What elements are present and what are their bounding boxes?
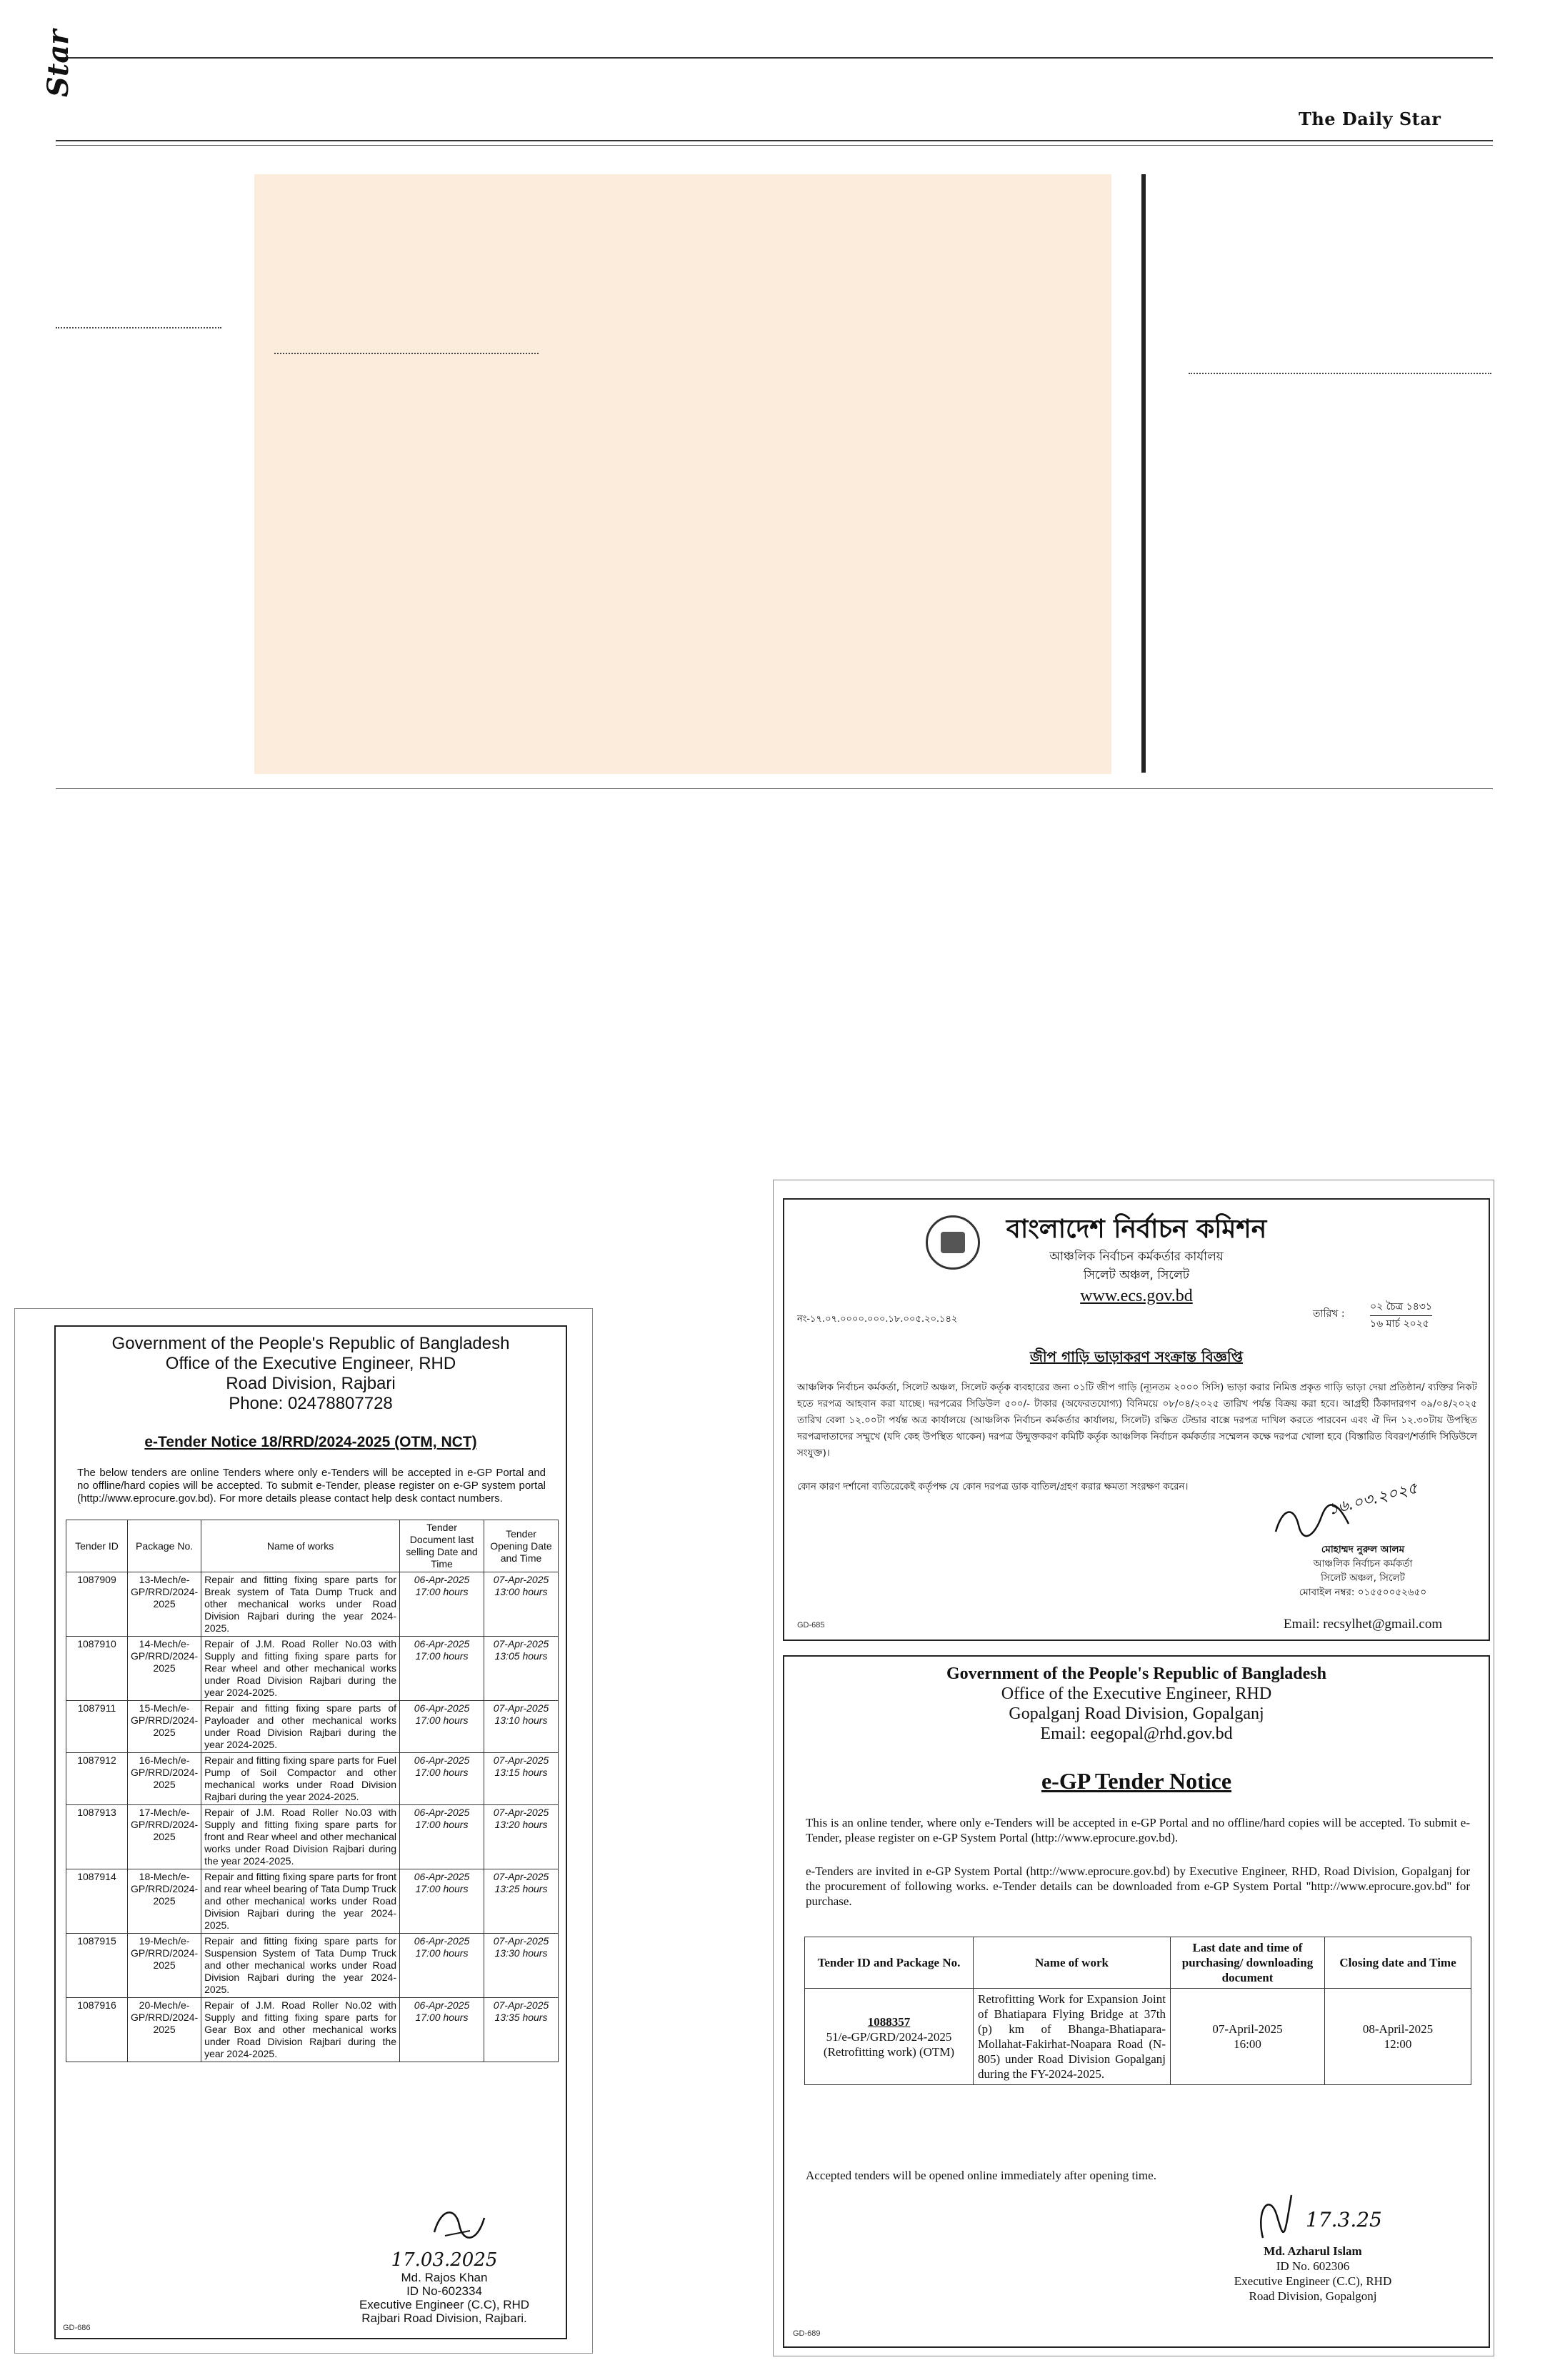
table-row (66, 1753, 559, 1805)
package-cell: 17-Mech/e-GP/RRD/2024-2025 (128, 1805, 201, 1869)
election-signature-date: ১৬.০৩.২০২৫ (1326, 1479, 1420, 1520)
rajbari-signature-block (351, 2249, 537, 2325)
election-signer-email: Email: recsylhet@gmail.com (1283, 1617, 1443, 1632)
work-cell: Repair and fitting fixing spare parts for front and rear wheel bearing of Tata Dump Truck and other mechanical works under Road Division Rajbari during the year 2024-2025. (201, 1869, 400, 1934)
gopalganj-notice-title: e-GP Tender Notice (1041, 1768, 1232, 1794)
opening-date-cell: 07-Apr-2025 13:00 hours (484, 1572, 559, 1637)
election-location-line: সিলেট অঞ্চল, সিলেট (1083, 1268, 1190, 1282)
rajbari-tender-ad (54, 1325, 567, 2339)
rajbari-ad-code: GD-686 (63, 2324, 91, 2332)
gopalganj-last-time: 16:00 (1234, 2037, 1261, 2051)
col-closing-date: Closing date and Time (1325, 1937, 1471, 1989)
gopalganj-tender-table (804, 1937, 1471, 2085)
peach-divider (274, 353, 539, 354)
rajbari-header-line-1: Government of the People's Republic of Bangladesh (111, 1334, 510, 1353)
rajbari-signature-scribble (427, 2204, 491, 2246)
tender-id-cell: 1087916 (66, 1998, 128, 2062)
tender-id-cell: 1087910 (66, 1637, 128, 1701)
package-cell: 13-Mech/e-GP/RRD/2024-2025 (128, 1572, 201, 1637)
gopalganj-signature-date: 17.3.25 (1306, 2208, 1382, 2231)
table-row (805, 1989, 1471, 2085)
right-column-divider (1189, 373, 1491, 374)
gopalganj-signer-office: Road Division, Gopalgonj (1249, 2289, 1377, 2303)
selling-date-cell: 06-Apr-2025 17:00 hours (400, 1701, 484, 1753)
selling-date-cell: 06-Apr-2025 17:00 hours (400, 1998, 484, 2062)
package-cell: 16-Mech/e-GP/RRD/2024-2025 (128, 1753, 201, 1805)
tender-id-cell: 1087915 (66, 1934, 128, 1998)
left-column-divider (56, 327, 221, 328)
star-logo: Star (41, 29, 75, 97)
gopalganj-closing-date: 08-April-2025 (1362, 2022, 1434, 2036)
package-cell: 15-Mech/e-GP/RRD/2024-2025 (128, 1701, 201, 1753)
table-row (66, 1572, 559, 1637)
gopalganj-footer-note: Accepted tenders will be opened online immediately after opening time. (806, 2169, 1156, 2182)
package-cell: 18-Mech/e-GP/RRD/2024-2025 (128, 1869, 201, 1934)
gopalganj-closing-cell (1325, 1989, 1471, 2085)
rajbari-intro: The below tenders are online Tenders where only e-Tenders will be accepted in e-GP Portal and no offline/hard copies will be accepted. To submit e-Tender, please register on e-GP system portal (http://www.eprocure.gov.bd). For more details please contact help desk contact numbers. (77, 1467, 546, 1505)
table-row (66, 1998, 559, 2062)
selling-date-cell: 06-Apr-2025 17:00 hours (400, 1637, 484, 1701)
gopalganj-ad-code: GD-689 (793, 2329, 821, 2338)
election-date-label: তারিখ : (1313, 1308, 1345, 1320)
gopalganj-last-date-cell (1171, 1989, 1325, 2085)
election-notice-note: কোন কারণ দর্শানো ব্যতিরেকেই কর্তৃপক্ষ যে কোন দরপত্র ডাক বাতিল/গ্রহণ করার ক্ষমতা সংরক্ষণ করেন। (797, 1481, 1189, 1492)
gopalganj-closing-time: 12:00 (1384, 2037, 1412, 2051)
gopalganj-header-line-2: Office of the Executive Engineer, RHD (1001, 1684, 1272, 1703)
election-website: www.ecs.gov.bd (1080, 1287, 1193, 1305)
election-ad-code: GD-685 (797, 1621, 825, 1630)
gopalganj-work-cell: Retrofitting Work for Expansion Joint of Bhatiapara Flying Bridge at 37th (p) km of Bhanga-Bhatiapara-Mollahat-Fakirhat-Noapara Road (N-805) under Road Division Gopalganj during the FY-2024-2025. (974, 1989, 1171, 2085)
col-name-of-work: Name of work (974, 1937, 1171, 1989)
package-cell: 20-Mech/e-GP/RRD/2024-2025 (128, 1998, 201, 2062)
gopalganj-header-line-1: Government of the People's Republic of Bangladesh (946, 1665, 1326, 1683)
col-last-date: Last date and time of purchasing/ downloading document (1171, 1937, 1325, 1989)
election-date-english: ১৬ মার্চ ২০২৫ (1370, 1318, 1429, 1330)
gopalganj-tender-cell (805, 1989, 974, 2085)
selling-date-cell: 06-Apr-2025 17:00 hours (400, 1934, 484, 1998)
election-signer-mobile: মোবাইল নম্বর: ০১৫৫০০৫২৬৫০ (1299, 1587, 1427, 1598)
gopalganj-last-date: 07-April-2025 (1212, 2022, 1283, 2036)
gopalganj-package: 51/e-GP/GRD/2024-2025 (Retrofitting work) (OTM) (823, 2029, 955, 2059)
gopalganj-signer-title: Executive Engineer (C.C), RHD (1234, 2274, 1392, 2288)
election-date-bangla: ০২ চৈত্র ১৪৩১ (1370, 1298, 1432, 1316)
gopalganj-header-line-4: Email: eegopal@rhd.gov.bd (1040, 1724, 1233, 1743)
election-signer-title: আঞ্চলিক নির্বাচন কর্মকর্তা (1313, 1558, 1413, 1570)
gopalganj-signature-scribble (1249, 2188, 1299, 2245)
election-notice-body: আঞ্চলিক নির্বাচন কর্মকর্তা, সিলেট অঞ্চল, সিলেট কর্তৃক ব্যবহারের জন্য ০১টি জীপ গাড়ি (ন্যূনতম ২০০০ সিসি) ভাড়া করার নিমিত্ত প্রকৃত গাড়ি ভাড়া দেয়া প্রতিষ্ঠান/ ব্যক্তির নিকট হতে দরপত্র আহবান করা যাচ্ছে। দরপত্রের সিডিউল ৫০০/- টাকার (অফেরতযোগ্য) বিনিময়ে ০৮/০৪/২০২৫ তারিখ পর্যন্ত বিক্রয় করা হবে। আগ্রহী ঠিকাদারগণ ০৯/০৪/২০২৫ তারিখ বেলা ১২.০০টা পর্যন্ত অত্র কার্যালয়ে (আঞ্চলিক নির্বাচন কর্মকর্তার কার্যালয়, সিলেট) রক্ষিত টেন্ডার বাক্সে দরপত্র দাখিল করতে পারবেন এবং ঐ দিন ১২.৩০টায় উপস্থিত দরপত্রদাতাদের সম্মুখে (যদি কেহ উপস্থিত থাকেন) দরপত্র উন্মুক্তকরণ কমিটি কর্তৃক আঞ্চলিক নির্বাচন কর্মকর্তার সম্মেলন কক্ষে দরপত্র খোলা হবে (বিস্তারিত বিবরণ/শর্তাদি সিডিউলে সংযুক্ত)। (797, 1382, 1477, 1459)
col-name-of-works: Name of works (201, 1520, 400, 1572)
gopalganj-signature-block (1184, 2244, 1441, 2304)
col-last-selling: Tender Document last selling Date and Time (400, 1520, 484, 1572)
election-signer-name: মোহাম্মদ নুরুল আলম (1321, 1544, 1405, 1555)
tender-id-cell: 1087909 (66, 1572, 128, 1637)
election-memo-number: নং-১৭.০৭.০০০০.০০০.১৮.০০৫.২০.১৪২ (797, 1314, 958, 1325)
work-cell: Repair and fitting fixing spare parts of Payloader and other mechanical works under Road Division Rajbari during the year 2024-2025. (201, 1701, 400, 1753)
rajbari-signer-name: Md. Rajos Khan (401, 2271, 488, 2284)
opening-date-cell: 07-Apr-2025 13:20 hours (484, 1805, 559, 1869)
daily-star-logo: The Daily Star (1299, 109, 1441, 129)
rajbari-signer-title: Executive Engineer (C.C), RHD (359, 2298, 530, 2311)
section-rule (56, 788, 1493, 789)
opening-date-cell: 07-Apr-2025 13:15 hours (484, 1753, 559, 1805)
gopalganj-header-line-3: Gopalganj Road Division, Gopalganj (1009, 1704, 1264, 1723)
rajbari-header-line-4: Phone: 02478807728 (229, 1394, 393, 1413)
table-row (66, 1805, 559, 1869)
rajbari-signer-id: ID No-602334 (406, 2284, 482, 2298)
selling-date-cell: 06-Apr-2025 17:00 hours (400, 1805, 484, 1869)
election-commission-title: বাংলাদেশ নির্বাচন কমিশন (1006, 1215, 1267, 1244)
gopalganj-signer-name: Md. Azharul Islam (1264, 2244, 1362, 2258)
package-cell: 19-Mech/e-GP/RRD/2024-2025 (128, 1934, 201, 1998)
work-cell: Repair of J.M. Road Roller No.03 with Supply and fitting fixing spare parts for Rear wheel and other mechanical works under Road Division Rajbari during the year 2024-2025. (201, 1637, 400, 1701)
election-signer-block (1256, 1542, 1470, 1600)
masthead-rule-1 (56, 140, 1493, 141)
election-notice-subject: জীপ গাড়ি ভাড়াকরণ সংক্রান্ত বিজ্ঞপ্তি (1029, 1348, 1244, 1365)
rajbari-signature-date: 17.03.2025 (391, 2249, 498, 2271)
election-office-line: আঞ্চলিক নির্বাচন কর্মকর্তার কার্যালয় (1049, 1250, 1224, 1264)
table-row (66, 1934, 559, 1998)
rajbari-signer-office: Rajbari Road Division, Rajbari. (361, 2311, 527, 2325)
opening-date-cell: 07-Apr-2025 13:30 hours (484, 1934, 559, 1998)
table-row (66, 1637, 559, 1701)
opening-date-cell: 07-Apr-2025 13:10 hours (484, 1701, 559, 1753)
selling-date-cell: 06-Apr-2025 17:00 hours (400, 1753, 484, 1805)
opening-date-cell: 07-Apr-2025 13:25 hours (484, 1869, 559, 1934)
gopalganj-signer-id: ID No. 602306 (1276, 2259, 1350, 2273)
col-package: Package No. (128, 1520, 201, 1572)
opening-date-cell: 07-Apr-2025 13:35 hours (484, 1998, 559, 2062)
table-row (66, 1869, 559, 1934)
rajbari-notice-title: e-Tender Notice 18/RRD/2024-2025 (OTM, NCT) (144, 1434, 477, 1450)
gopalganj-para-1: This is an online tender, where only e-Tenders will be accepted in e-GP Portal and no offline/hard copies will be accepted. To submit e-Tender, please register on e-GP System Portal (http://www.eprocure.gov.bd). (806, 1816, 1470, 1844)
work-cell: Repair and fitting fixing spare parts for Break system of Tata Dump Truck and other mechanical works under Road Division Rajbari during the year 2024-2025. (201, 1572, 400, 1637)
col-tender-id: Tender ID (66, 1520, 128, 1572)
work-cell: Repair and fitting fixing spare parts for Suspension System of Tata Dump Truck and other mechanical works under Road Division Rajbari during the year 2024-2025. (201, 1934, 400, 1998)
gopalganj-tender-ad (783, 1655, 1490, 2348)
work-cell: Repair and fitting fixing spare parts for Fuel Pump of Soil Compactor and other mechanical works under Road Division Rajbari during the year 2024-2025. (201, 1753, 400, 1805)
rajbari-header-line-3: Road Division, Rajbari (226, 1374, 396, 1393)
col-opening: Tender Opening Date and Time (484, 1520, 559, 1572)
table-header-row (805, 1937, 1471, 1989)
work-cell: Repair of J.M. Road Roller No.02 with Supply and fitting fixing spare parts for Gear Box and other mechanical works under Road Division Rajbari during the year 2024-2025. (201, 1998, 400, 2062)
work-cell: Repair of J.M. Road Roller No.03 with Supply and fitting fixing spare parts for front and Rear wheel and other mechanical works under Road Division Rajbari during the year 2024-2025. (201, 1805, 400, 1869)
selling-date-cell: 06-Apr-2025 17:00 hours (400, 1572, 484, 1637)
election-signer-location: সিলেট অঞ্চল, সিলেট (1321, 1572, 1405, 1584)
top-rule (56, 57, 1493, 59)
opening-date-cell: 07-Apr-2025 13:05 hours (484, 1637, 559, 1701)
col-tender-id-package: Tender ID and Package No. (805, 1937, 974, 1989)
blank-advert-area (254, 174, 1111, 774)
gopalganj-tender-id: 1088357 (867, 2014, 911, 2029)
selling-date-cell: 06-Apr-2025 17:00 hours (400, 1869, 484, 1934)
rajbari-header-line-2: Office of the Executive Engineer, RHD (165, 1354, 456, 1373)
tender-id-cell: 1087911 (66, 1701, 128, 1753)
gopalganj-para-2: e-Tenders are invited in e-GP System Portal (http://www.eprocure.gov.bd) by Executive Engineer, RHD, Road Division, Gopalganj for the procurement of following works. e-Tender details can be downloaded from e-GP System Portal "http://www.eprocure.gov.bd" for purchase. (806, 1864, 1470, 1908)
election-commission-ad (783, 1198, 1490, 1641)
masthead-rule-2 (56, 145, 1493, 146)
tender-id-cell: 1087914 (66, 1869, 128, 1934)
package-cell: 14-Mech/e-GP/RRD/2024-2025 (128, 1637, 201, 1701)
table-row (66, 1701, 559, 1753)
table-header-row (66, 1520, 559, 1572)
column-separator-bar (1141, 174, 1146, 773)
rajbari-tender-table (66, 1520, 559, 2062)
tender-id-cell: 1087913 (66, 1805, 128, 1869)
tender-id-cell: 1087912 (66, 1753, 128, 1805)
